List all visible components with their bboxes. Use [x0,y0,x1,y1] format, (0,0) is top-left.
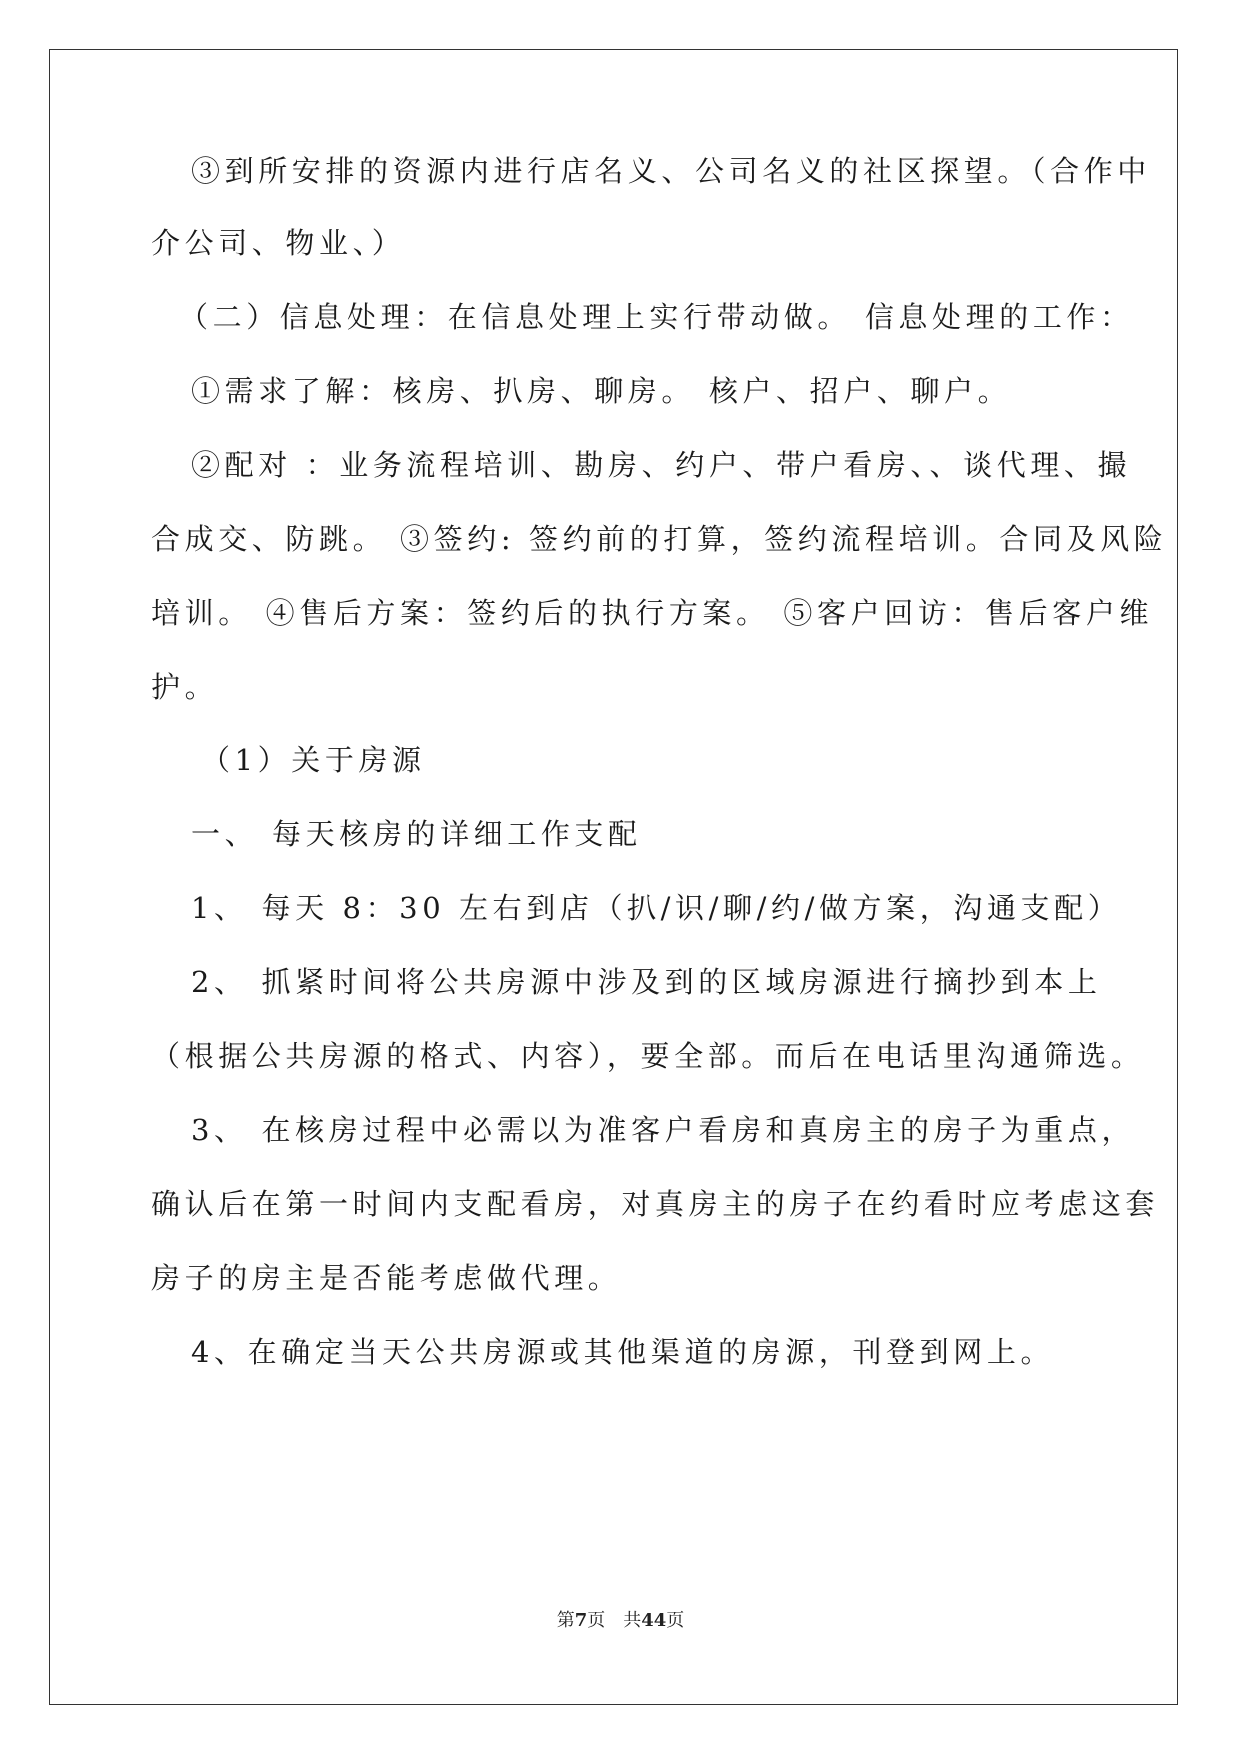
footer-mid: 页 共 [587,1610,642,1631]
paragraph-line: 4、在确定当天公共房源或其他渠道的房源，刊登到网上。 [191,1335,1055,1369]
paragraph-line: ③到所安排的资源内进行店名义、公司名义的社区探望。（合作中 [191,154,1151,188]
paragraph-line: 介公司、物业、） [151,226,406,260]
paragraph-line: 2、 抓紧时间将公共房源中涉及到的区域房源进行摘抄到本上 [191,965,1102,999]
section-heading: （1）关于房源 [201,743,426,777]
paragraph-line: 房子的房主是否能考虑做代理。 [151,1261,622,1295]
footer-suffix: 页 [666,1610,685,1631]
page-footer [0,1606,1241,1632]
total-page-count: 44 [641,1610,667,1631]
paragraph-line: 护。 [151,670,219,704]
paragraph-line: （二）信息处理：在信息处理上实行带动做。 信息处理的工作： [179,300,1134,334]
paragraph-line: 1、 每天 8：30 左右到店（扒/识/聊/约/做方案，沟通支配） [191,891,1122,925]
paragraph-line: 3、 在核房过程中必需以为准客户看房和真房主的房子为重点， [191,1113,1136,1147]
paragraph-line: ①需求了解：核房、扒房、聊房。 核户、招户、聊户。 [191,374,1012,408]
current-page-number: 7 [574,1610,588,1631]
paragraph-line: 合成交、防跳。 ③签约: 签约前的打算，签约流程培训。合同及风险 [151,522,1168,556]
paragraph-line: 培训。 ④售后方案：签约后的执行方案。 ⑤客户回访：售后客户维 [151,596,1154,630]
paragraph-line: （根据公共房源的格式、内容），要全部。而后在电话里沟通筛选。 [151,1039,1145,1073]
section-heading: 一、 每天核房的详细工作支配 [191,817,642,851]
footer-prefix: 第 [556,1610,575,1631]
paragraph-line: 确认后在第一时间内支配看房，对真房主的房子在约看时应考虑这套 [151,1187,1160,1221]
paragraph-line: ②配对 ：业务流程培训、勘房、约户、带户看房、、谈代理、撮 [191,448,1132,482]
